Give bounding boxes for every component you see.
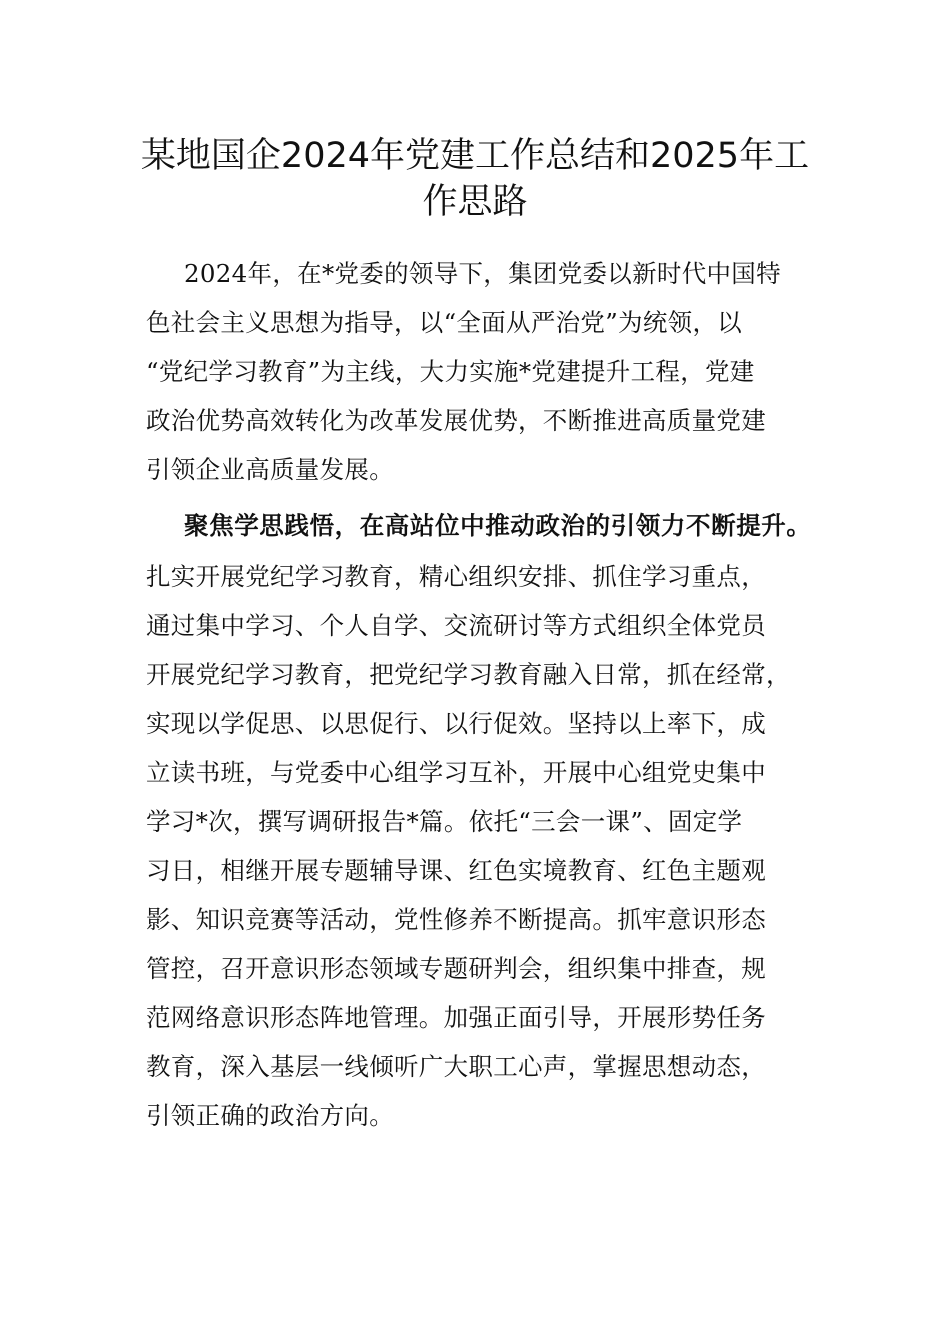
section-line: 立读书班，与党委中心组学习互补，开展中心组党史集中 [146, 758, 766, 787]
intro-line: 引领企业高质量发展。 [146, 455, 394, 484]
section-line: 通过集中学习、个人自学、交流研讨等方式组织全体党员 [146, 611, 766, 640]
section-line: 引领正确的政治方向。 [146, 1101, 394, 1130]
section-line: 管控，召开意识形态领域专题研判会，组织集中排查，规 [146, 954, 766, 983]
section-line: 影、知识竞赛等活动，党性修养不断提高。抓牢意识形态 [146, 905, 766, 934]
intro-line: “党纪学习教育”为主线，大力实施*党建提升工程，党建 [146, 357, 755, 386]
section-line: 实现以学促思、以思促行、以行促效。坚持以上率下，成 [146, 709, 766, 738]
section-line: 习日，相继开展专题辅导课、红色实境教育、红色主题观 [146, 856, 766, 885]
document-title-line-2: 作思路 [422, 182, 528, 222]
section-line: 教育，深入基层一线倾听广大职工心声，掌握思想动态， [146, 1052, 766, 1081]
intro-line: 政治优势高效转化为改革发展优势，不断推进高质量党建 [146, 406, 766, 435]
document-title-line-1: 某地国企2024年党建工作总结和2025年工 [140, 136, 810, 176]
section-line: 学习*次，撰写调研报告*篇。依托“三会一课”、固定学 [146, 807, 743, 836]
intro-line: 色社会主义思想为指导，以“全面从严治党”为统领，以 [146, 308, 743, 337]
intro-line: 2024年，在*党委的领导下，集团党委以新时代中国特 [184, 259, 781, 288]
section-line: 开展党纪学习教育，把党纪学习教育融入日常，抓在经常， [146, 660, 791, 689]
section-line: 扎实开展党纪学习教育，精心组织安排、抓住学习重点， [146, 562, 766, 591]
section-heading: 聚焦学思践悟，在高站位中推动政治的引领力不断提升。 [184, 511, 812, 540]
section-line: 范网络意识形态阵地管理。加强正面引导，开展形势任务 [146, 1003, 766, 1032]
